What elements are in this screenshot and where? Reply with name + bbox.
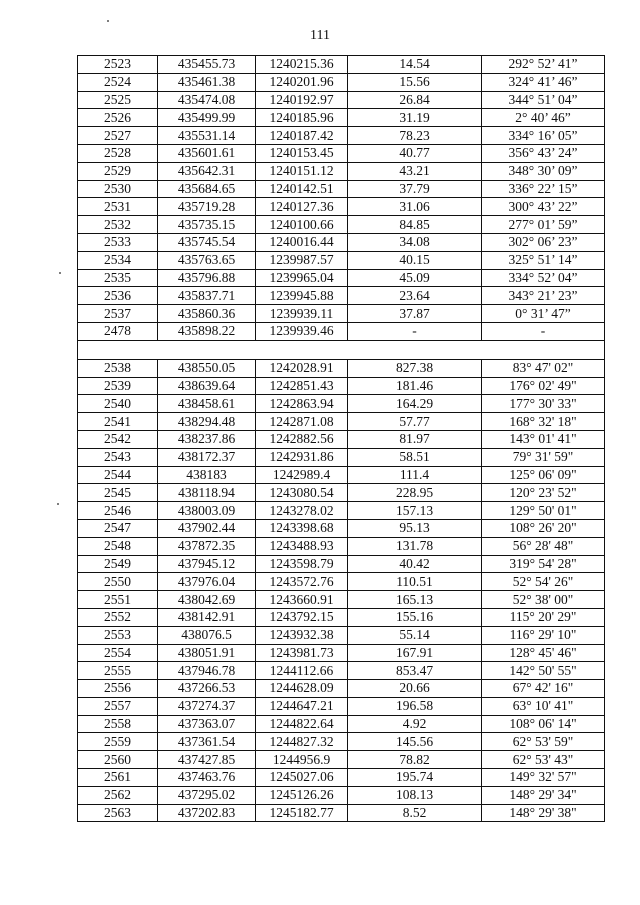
table-row bbox=[78, 697, 605, 715]
x-coordinate-cell: 438172.37 bbox=[158, 448, 256, 466]
y-coordinate-cell: 1242882.56 bbox=[256, 430, 348, 448]
bearing-cell: 334° 16’ 05” bbox=[482, 127, 605, 145]
table-row bbox=[78, 804, 605, 822]
y-coordinate-cell: 1240201.96 bbox=[256, 73, 348, 91]
bearing-cell: 108° 26' 20" bbox=[482, 519, 605, 537]
section-1-body bbox=[78, 56, 605, 341]
table-row bbox=[78, 430, 605, 448]
distance-cell: 95.13 bbox=[348, 519, 482, 537]
table-row bbox=[78, 537, 605, 555]
bearing-cell: 108° 06' 14" bbox=[482, 715, 605, 733]
point-number-cell: 2548 bbox=[78, 537, 158, 555]
point-number-cell: 2527 bbox=[78, 127, 158, 145]
x-coordinate-cell: 437463.76 bbox=[158, 769, 256, 787]
x-coordinate-cell: 435898.22 bbox=[158, 322, 256, 340]
distance-cell: 37.87 bbox=[348, 305, 482, 323]
distance-cell: 81.97 bbox=[348, 430, 482, 448]
distance-cell: 43.21 bbox=[348, 162, 482, 180]
y-coordinate-cell: 1242863.94 bbox=[256, 395, 348, 413]
point-number-cell: 2549 bbox=[78, 555, 158, 573]
x-coordinate-cell: 437363.07 bbox=[158, 715, 256, 733]
table-row bbox=[78, 555, 605, 573]
y-coordinate-cell: 1242871.08 bbox=[256, 413, 348, 431]
distance-cell: 110.51 bbox=[348, 573, 482, 591]
table-row bbox=[78, 359, 605, 377]
y-coordinate-cell: 1245027.06 bbox=[256, 769, 348, 787]
distance-cell: 55.14 bbox=[348, 626, 482, 644]
table-row bbox=[78, 484, 605, 502]
distance-cell: 40.42 bbox=[348, 555, 482, 573]
distance-cell: 164.29 bbox=[348, 395, 482, 413]
x-coordinate-cell: 438237.86 bbox=[158, 430, 256, 448]
table-row bbox=[78, 322, 605, 340]
y-coordinate-cell: 1239987.57 bbox=[256, 251, 348, 269]
x-coordinate-cell: 437202.83 bbox=[158, 804, 256, 822]
distance-cell: 78.82 bbox=[348, 751, 482, 769]
x-coordinate-cell: 435719.28 bbox=[158, 198, 256, 216]
bearing-cell: 116° 29' 10" bbox=[482, 626, 605, 644]
table-row bbox=[78, 162, 605, 180]
point-number-cell: 2561 bbox=[78, 769, 158, 787]
scan-speck bbox=[107, 20, 109, 22]
table-row bbox=[78, 56, 605, 74]
table-row bbox=[78, 413, 605, 431]
point-number-cell: 2538 bbox=[78, 359, 158, 377]
distance-cell: 167.91 bbox=[348, 644, 482, 662]
bearing-cell: 125° 06' 09" bbox=[482, 466, 605, 484]
bearing-cell: 0° 31’ 47” bbox=[482, 305, 605, 323]
table-row bbox=[78, 519, 605, 537]
x-coordinate-cell: 437946.78 bbox=[158, 662, 256, 680]
table-row bbox=[78, 251, 605, 269]
bearing-cell: 336° 22’ 15” bbox=[482, 180, 605, 198]
table-row bbox=[78, 502, 605, 520]
y-coordinate-cell: 1239965.04 bbox=[256, 269, 348, 287]
y-coordinate-cell: 1239939.11 bbox=[256, 305, 348, 323]
y-coordinate-cell: 1239945.88 bbox=[256, 287, 348, 305]
table-row bbox=[78, 91, 605, 109]
point-number-cell: 2547 bbox=[78, 519, 158, 537]
y-coordinate-cell: 1240127.36 bbox=[256, 198, 348, 216]
y-coordinate-cell: 1244647.21 bbox=[256, 697, 348, 715]
y-coordinate-cell: 1239939.46 bbox=[256, 322, 348, 340]
point-number-cell: 2544 bbox=[78, 466, 158, 484]
point-number-cell: 2478 bbox=[78, 322, 158, 340]
x-coordinate-cell: 435642.31 bbox=[158, 162, 256, 180]
table-row bbox=[78, 644, 605, 662]
table-row bbox=[78, 680, 605, 698]
y-coordinate-cell: 1243278.02 bbox=[256, 502, 348, 520]
table-row bbox=[78, 109, 605, 127]
bearing-cell: 149° 32' 57" bbox=[482, 769, 605, 787]
bearing-cell: 300° 43’ 22” bbox=[482, 198, 605, 216]
x-coordinate-cell: 435763.65 bbox=[158, 251, 256, 269]
distance-cell: 4.92 bbox=[348, 715, 482, 733]
y-coordinate-cell: 1245126.26 bbox=[256, 786, 348, 804]
x-coordinate-cell: 438639.64 bbox=[158, 377, 256, 395]
x-coordinate-cell: 435796.88 bbox=[158, 269, 256, 287]
bearing-cell: 129° 50' 01" bbox=[482, 502, 605, 520]
section-separator bbox=[78, 340, 605, 359]
bearing-cell: 120° 23' 52" bbox=[482, 484, 605, 502]
point-number-cell: 2535 bbox=[78, 269, 158, 287]
bearing-cell: 277° 01’ 59” bbox=[482, 216, 605, 234]
y-coordinate-cell: 1244956.9 bbox=[256, 751, 348, 769]
x-coordinate-cell: 435684.65 bbox=[158, 180, 256, 198]
separator-cell bbox=[78, 340, 605, 359]
scan-speck bbox=[57, 503, 59, 505]
bearing-cell: 128° 45' 46" bbox=[482, 644, 605, 662]
distance-cell: 14.54 bbox=[348, 56, 482, 74]
point-number-cell: 2540 bbox=[78, 395, 158, 413]
distance-cell: 15.56 bbox=[348, 73, 482, 91]
point-number-cell: 2555 bbox=[78, 662, 158, 680]
bearing-cell: 148° 29' 38" bbox=[482, 804, 605, 822]
x-coordinate-cell: 438550.05 bbox=[158, 359, 256, 377]
distance-cell: 23.64 bbox=[348, 287, 482, 305]
point-number-cell: 2550 bbox=[78, 573, 158, 591]
x-coordinate-cell: 437266.53 bbox=[158, 680, 256, 698]
point-number-cell: 2554 bbox=[78, 644, 158, 662]
y-coordinate-cell: 1244822.64 bbox=[256, 715, 348, 733]
point-number-cell: 2528 bbox=[78, 144, 158, 162]
bearing-cell: 62° 53' 43" bbox=[482, 751, 605, 769]
point-number-cell: 2531 bbox=[78, 198, 158, 216]
distance-cell: 40.15 bbox=[348, 251, 482, 269]
bearing-cell: 334° 52’ 04” bbox=[482, 269, 605, 287]
table-row bbox=[78, 305, 605, 323]
x-coordinate-cell: 437361.54 bbox=[158, 733, 256, 751]
table-row bbox=[78, 591, 605, 609]
y-coordinate-cell: 1243398.68 bbox=[256, 519, 348, 537]
table-row bbox=[78, 448, 605, 466]
table-row bbox=[78, 769, 605, 787]
x-coordinate-cell: 438294.48 bbox=[158, 413, 256, 431]
x-coordinate-cell: 437872.35 bbox=[158, 537, 256, 555]
y-coordinate-cell: 1243080.54 bbox=[256, 484, 348, 502]
y-coordinate-cell: 1244827.32 bbox=[256, 733, 348, 751]
x-coordinate-cell: 437274.37 bbox=[158, 697, 256, 715]
distance-cell: 111.4 bbox=[348, 466, 482, 484]
distance-cell: 827.38 bbox=[348, 359, 482, 377]
distance-cell: 57.77 bbox=[348, 413, 482, 431]
distance-cell: 165.13 bbox=[348, 591, 482, 609]
bearing-cell: 143° 01' 41" bbox=[482, 430, 605, 448]
bearing-cell: 302° 06’ 23” bbox=[482, 233, 605, 251]
y-coordinate-cell: 1240153.45 bbox=[256, 144, 348, 162]
y-coordinate-cell: 1242851.43 bbox=[256, 377, 348, 395]
point-number-cell: 2524 bbox=[78, 73, 158, 91]
x-coordinate-cell: 437427.85 bbox=[158, 751, 256, 769]
distance-cell: 78.23 bbox=[348, 127, 482, 145]
page-number: 111 bbox=[310, 28, 330, 43]
distance-cell: 195.74 bbox=[348, 769, 482, 787]
distance-cell: 31.06 bbox=[348, 198, 482, 216]
point-number-cell: 2523 bbox=[78, 56, 158, 74]
point-number-cell: 2560 bbox=[78, 751, 158, 769]
point-number-cell: 2542 bbox=[78, 430, 158, 448]
point-number-cell: 2533 bbox=[78, 233, 158, 251]
distance-cell: 58.51 bbox=[348, 448, 482, 466]
y-coordinate-cell: 1245182.77 bbox=[256, 804, 348, 822]
table-row bbox=[78, 466, 605, 484]
table-row bbox=[78, 786, 605, 804]
table-row bbox=[78, 198, 605, 216]
bearing-cell: 52° 54' 26" bbox=[482, 573, 605, 591]
point-number-cell: 2541 bbox=[78, 413, 158, 431]
bearing-cell: 168° 32' 18" bbox=[482, 413, 605, 431]
point-number-cell: 2552 bbox=[78, 608, 158, 626]
table-row bbox=[78, 751, 605, 769]
x-coordinate-cell: 438076.5 bbox=[158, 626, 256, 644]
distance-cell: 40.77 bbox=[348, 144, 482, 162]
y-coordinate-cell: 1240187.42 bbox=[256, 127, 348, 145]
bearing-cell: 62° 53' 59" bbox=[482, 733, 605, 751]
distance-cell: 84.85 bbox=[348, 216, 482, 234]
y-coordinate-cell: 1243660.91 bbox=[256, 591, 348, 609]
point-number-cell: 2556 bbox=[78, 680, 158, 698]
y-coordinate-cell: 1242931.86 bbox=[256, 448, 348, 466]
point-number-cell: 2559 bbox=[78, 733, 158, 751]
section-2-body bbox=[78, 359, 605, 822]
table-row bbox=[78, 216, 605, 234]
point-number-cell: 2536 bbox=[78, 287, 158, 305]
bearing-cell: - bbox=[482, 322, 605, 340]
bearing-cell: 176° 02' 49" bbox=[482, 377, 605, 395]
x-coordinate-cell: 438458.61 bbox=[158, 395, 256, 413]
table-row bbox=[78, 715, 605, 733]
distance-cell: 34.08 bbox=[348, 233, 482, 251]
point-number-cell: 2543 bbox=[78, 448, 158, 466]
bearing-cell: 325° 51’ 14” bbox=[482, 251, 605, 269]
y-coordinate-cell: 1240016.44 bbox=[256, 233, 348, 251]
distance-cell: 131.78 bbox=[348, 537, 482, 555]
distance-cell: 181.46 bbox=[348, 377, 482, 395]
y-coordinate-cell: 1243488.93 bbox=[256, 537, 348, 555]
point-number-cell: 2525 bbox=[78, 91, 158, 109]
distance-cell: 228.95 bbox=[348, 484, 482, 502]
point-number-cell: 2532 bbox=[78, 216, 158, 234]
point-number-cell: 2534 bbox=[78, 251, 158, 269]
bearing-cell: 83° 47' 02" bbox=[482, 359, 605, 377]
x-coordinate-cell: 437976.04 bbox=[158, 573, 256, 591]
scan-speck bbox=[59, 272, 61, 274]
y-coordinate-cell: 1240185.96 bbox=[256, 109, 348, 127]
x-coordinate-cell: 435735.15 bbox=[158, 216, 256, 234]
y-coordinate-cell: 1240100.66 bbox=[256, 216, 348, 234]
x-coordinate-cell: 438118.94 bbox=[158, 484, 256, 502]
distance-cell: 155.16 bbox=[348, 608, 482, 626]
bearing-cell: 67° 42' 16" bbox=[482, 680, 605, 698]
y-coordinate-cell: 1243598.79 bbox=[256, 555, 348, 573]
table-row bbox=[78, 269, 605, 287]
table-row bbox=[78, 233, 605, 251]
x-coordinate-cell: 438051.91 bbox=[158, 644, 256, 662]
table-row bbox=[78, 180, 605, 198]
point-number-cell: 2546 bbox=[78, 502, 158, 520]
y-coordinate-cell: 1242028.91 bbox=[256, 359, 348, 377]
coordinates-table bbox=[77, 55, 605, 822]
x-coordinate-cell: 438183 bbox=[158, 466, 256, 484]
y-coordinate-cell: 1240215.36 bbox=[256, 56, 348, 74]
distance-cell: 157.13 bbox=[348, 502, 482, 520]
bearing-cell: 115° 20' 29" bbox=[482, 608, 605, 626]
bearing-cell: 2° 40’ 46” bbox=[482, 109, 605, 127]
x-coordinate-cell: 438042.69 bbox=[158, 591, 256, 609]
distance-cell: 145.56 bbox=[348, 733, 482, 751]
distance-cell: 196.58 bbox=[348, 697, 482, 715]
x-coordinate-cell: 437902.44 bbox=[158, 519, 256, 537]
bearing-cell: 344° 51’ 04” bbox=[482, 91, 605, 109]
table-row bbox=[78, 626, 605, 644]
x-coordinate-cell: 435499.99 bbox=[158, 109, 256, 127]
point-number-cell: 2553 bbox=[78, 626, 158, 644]
point-number-cell: 2529 bbox=[78, 162, 158, 180]
point-number-cell: 2545 bbox=[78, 484, 158, 502]
x-coordinate-cell: 438003.09 bbox=[158, 502, 256, 520]
x-coordinate-cell: 435860.36 bbox=[158, 305, 256, 323]
table-row bbox=[78, 73, 605, 91]
x-coordinate-cell: 435837.71 bbox=[158, 287, 256, 305]
table-row bbox=[78, 144, 605, 162]
bearing-cell: 63° 10' 41" bbox=[482, 697, 605, 715]
y-coordinate-cell: 1243792.15 bbox=[256, 608, 348, 626]
table-row bbox=[78, 395, 605, 413]
x-coordinate-cell: 435455.73 bbox=[158, 56, 256, 74]
bearing-cell: 324° 41’ 46” bbox=[482, 73, 605, 91]
x-coordinate-cell: 438142.91 bbox=[158, 608, 256, 626]
distance-cell: 37.79 bbox=[348, 180, 482, 198]
y-coordinate-cell: 1244628.09 bbox=[256, 680, 348, 698]
y-coordinate-cell: 1243981.73 bbox=[256, 644, 348, 662]
point-number-cell: 2558 bbox=[78, 715, 158, 733]
point-number-cell: 2557 bbox=[78, 697, 158, 715]
bearing-cell: 79° 31' 59" bbox=[482, 448, 605, 466]
table-row bbox=[78, 733, 605, 751]
y-coordinate-cell: 1243932.38 bbox=[256, 626, 348, 644]
separator-row bbox=[78, 340, 605, 359]
point-number-cell: 2539 bbox=[78, 377, 158, 395]
distance-cell: 31.19 bbox=[348, 109, 482, 127]
y-coordinate-cell: 1240151.12 bbox=[256, 162, 348, 180]
bearing-cell: 319° 54' 28" bbox=[482, 555, 605, 573]
point-number-cell: 2530 bbox=[78, 180, 158, 198]
x-coordinate-cell: 435745.54 bbox=[158, 233, 256, 251]
point-number-cell: 2537 bbox=[78, 305, 158, 323]
point-number-cell: 2526 bbox=[78, 109, 158, 127]
x-coordinate-cell: 437295.02 bbox=[158, 786, 256, 804]
bearing-cell: 148° 29' 34" bbox=[482, 786, 605, 804]
distance-cell: 26.84 bbox=[348, 91, 482, 109]
table-row bbox=[78, 573, 605, 591]
bearing-cell: 142° 50' 55" bbox=[482, 662, 605, 680]
distance-cell: - bbox=[348, 322, 482, 340]
x-coordinate-cell: 435461.38 bbox=[158, 73, 256, 91]
table-row bbox=[78, 287, 605, 305]
distance-cell: 8.52 bbox=[348, 804, 482, 822]
bearing-cell: 52° 38' 00" bbox=[482, 591, 605, 609]
distance-cell: 45.09 bbox=[348, 269, 482, 287]
point-number-cell: 2551 bbox=[78, 591, 158, 609]
table-row bbox=[78, 608, 605, 626]
x-coordinate-cell: 437945.12 bbox=[158, 555, 256, 573]
bearing-cell: 177° 30' 33" bbox=[482, 395, 605, 413]
x-coordinate-cell: 435531.14 bbox=[158, 127, 256, 145]
point-number-cell: 2562 bbox=[78, 786, 158, 804]
y-coordinate-cell: 1244112.66 bbox=[256, 662, 348, 680]
point-number-cell: 2563 bbox=[78, 804, 158, 822]
distance-cell: 20.66 bbox=[348, 680, 482, 698]
bearing-cell: 343° 21’ 23” bbox=[482, 287, 605, 305]
bearing-cell: 348° 30’ 09” bbox=[482, 162, 605, 180]
distance-cell: 108.13 bbox=[348, 786, 482, 804]
bearing-cell: 356° 43’ 24” bbox=[482, 144, 605, 162]
y-coordinate-cell: 1240142.51 bbox=[256, 180, 348, 198]
x-coordinate-cell: 435601.61 bbox=[158, 144, 256, 162]
y-coordinate-cell: 1240192.97 bbox=[256, 91, 348, 109]
y-coordinate-cell: 1243572.76 bbox=[256, 573, 348, 591]
bearing-cell: 56° 28' 48" bbox=[482, 537, 605, 555]
table-row bbox=[78, 127, 605, 145]
table-row bbox=[78, 377, 605, 395]
table-row bbox=[78, 662, 605, 680]
distance-cell: 853.47 bbox=[348, 662, 482, 680]
bearing-cell: 292° 52’ 41” bbox=[482, 56, 605, 74]
x-coordinate-cell: 435474.08 bbox=[158, 91, 256, 109]
y-coordinate-cell: 1242989.4 bbox=[256, 466, 348, 484]
